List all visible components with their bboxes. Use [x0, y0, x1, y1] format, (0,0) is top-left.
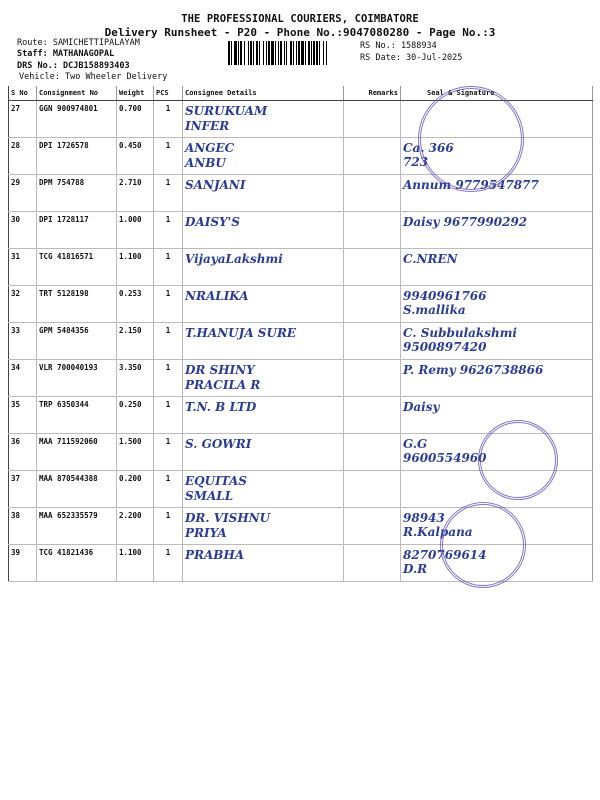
cell-signature: 9940961766 S.mallika [401, 286, 593, 323]
cell-sno: 31 [9, 249, 37, 286]
col-pcs: PCS [154, 86, 183, 101]
cell-sno: 33 [9, 323, 37, 360]
cell-remarks [344, 175, 401, 212]
cell-remarks [344, 397, 401, 434]
cell-consignment-no: DPM 754788 [37, 175, 117, 212]
cell-weight: 1.500 [117, 434, 154, 471]
cell-consignee: DAISY'S [183, 212, 344, 249]
col-remarks: Remarks [344, 86, 401, 101]
cell-pcs: 1 [154, 323, 183, 360]
round-stamp [478, 420, 558, 500]
company-title: THE PROFESSIONAL COURIERS, COIMBATORE [181, 13, 419, 25]
cell-remarks [344, 101, 401, 138]
cell-sno: 36 [9, 434, 37, 471]
cell-remarks [344, 434, 401, 471]
cell-consignment-no: MAA 870544388 [37, 471, 117, 508]
round-stamp [418, 86, 524, 192]
cell-remarks [344, 138, 401, 175]
cell-consignment-no: TCG 41821436 [37, 545, 117, 582]
cell-weight: 1.000 [117, 212, 154, 249]
cell-remarks [344, 471, 401, 508]
cell-weight: 1.100 [117, 249, 154, 286]
col-consignment: Consignment No [37, 86, 117, 101]
cell-consignee: PRABHA [183, 545, 344, 582]
cell-sno: 35 [9, 397, 37, 434]
cell-consignee: S. GOWRI [183, 434, 344, 471]
cell-consignee: VijayaLakshmi [183, 249, 344, 286]
cell-consignment-no: GPM 5484356 [37, 323, 117, 360]
runsheet-subtitle: Delivery Runsheet - P20 - Phone No.:9047080280 - Page No.:3 [104, 26, 496, 39]
cell-sno: 38 [9, 508, 37, 545]
rs-number: RS No.: 1588934 [360, 41, 437, 51]
cell-signature: C.NREN [401, 249, 593, 286]
cell-signature: C. Subbulakshmi 9500897420 [401, 323, 593, 360]
cell-remarks [344, 286, 401, 323]
cell-weight: 3.350 [117, 360, 154, 397]
cell-remarks [344, 323, 401, 360]
cell-pcs: 1 [154, 175, 183, 212]
table-row [9, 175, 593, 212]
cell-consignment-no: TRP 6350344 [37, 397, 117, 434]
cell-consignment-no: VLR 700040193 [37, 360, 117, 397]
staff-label: Staff: MATHANAGOPAL [17, 49, 115, 59]
cell-pcs: 1 [154, 101, 183, 138]
cell-consignment-no: DPI 1726578 [37, 138, 117, 175]
cell-sno: 34 [9, 360, 37, 397]
cell-signature: Daisy 9677990292 [401, 212, 593, 249]
cell-consignment-no: MAA 711592060 [37, 434, 117, 471]
cell-consignee: DR. VISHNU PRIYA [183, 508, 344, 545]
cell-weight: 0.450 [117, 138, 154, 175]
vehicle-label: Vehicle: Two Wheeler Delivery [19, 72, 168, 82]
cell-sno: 32 [9, 286, 37, 323]
cell-pcs: 1 [154, 508, 183, 545]
drs-label: DRS No.: DCJB158893403 [17, 61, 130, 71]
table-row [9, 323, 593, 360]
cell-consignee: ANGEC ANBU [183, 138, 344, 175]
cell-consignee: T.N. B LTD [183, 397, 344, 434]
cell-remarks [344, 360, 401, 397]
col-weight: Weight [117, 86, 154, 101]
rs-date: RS Date: 30-Jul-2025 [360, 53, 463, 63]
cell-remarks [344, 545, 401, 582]
cell-pcs: 1 [154, 397, 183, 434]
cell-weight: 0.250 [117, 397, 154, 434]
cell-pcs: 1 [154, 360, 183, 397]
cell-consignee: SURUKUAM INFER [183, 101, 344, 138]
cell-consignee: DR SHINY PRACILA R [183, 360, 344, 397]
cell-sno: 37 [9, 471, 37, 508]
route-label: Route: SAMICHETTIPALAYAM [17, 38, 140, 48]
cell-signature: P. Remy 9626738866 [401, 360, 593, 397]
cell-weight: 2.710 [117, 175, 154, 212]
cell-consignment-no: GGN 900974801 [37, 101, 117, 138]
col-signature: Seal & Signature [401, 86, 593, 101]
cell-signature: Annum 9779547877 [401, 175, 593, 212]
cell-sno: 30 [9, 212, 37, 249]
col-sno: S No [9, 86, 37, 101]
cell-signature: G.G 9600554960 [401, 434, 593, 471]
table-row [9, 212, 593, 249]
cell-pcs: 1 [154, 545, 183, 582]
table-row [9, 360, 593, 397]
cell-pcs: 1 [154, 471, 183, 508]
cell-sno: 27 [9, 101, 37, 138]
table-row [9, 286, 593, 323]
cell-weight: 2.150 [117, 323, 154, 360]
barcode [228, 41, 354, 65]
cell-weight: 1.100 [117, 545, 154, 582]
cell-consignment-no: DPI 1728117 [37, 212, 117, 249]
cell-consignee: T.HANUJA SURE [183, 323, 344, 360]
cell-weight: 0.200 [117, 471, 154, 508]
cell-remarks [344, 249, 401, 286]
cell-signature: 8270769614 D.R [401, 545, 593, 582]
cell-remarks [344, 508, 401, 545]
cell-weight: 0.700 [117, 101, 154, 138]
cell-remarks [344, 212, 401, 249]
col-consignee: Consignee Details [183, 86, 344, 101]
cell-pcs: 1 [154, 249, 183, 286]
cell-consignee: NRALIKA [183, 286, 344, 323]
table-row [9, 249, 593, 286]
cell-consignment-no: TCG 41816571 [37, 249, 117, 286]
cell-consignee: EQUITAS SMALL [183, 471, 344, 508]
cell-signature: Ca. 366 723 [401, 138, 593, 175]
cell-pcs: 1 [154, 286, 183, 323]
cell-consignee: SANJANI [183, 175, 344, 212]
cell-weight: 2.200 [117, 508, 154, 545]
cell-sno: 39 [9, 545, 37, 582]
cell-pcs: 1 [154, 212, 183, 249]
round-stamp [440, 502, 526, 588]
cell-consignment-no: MAA 652335579 [37, 508, 117, 545]
cell-consignment-no: TRT 5128198 [37, 286, 117, 323]
cell-signature: 98943 R.Kalpana [401, 508, 593, 545]
cell-sno: 29 [9, 175, 37, 212]
cell-weight: 0.253 [117, 286, 154, 323]
cell-pcs: 1 [154, 434, 183, 471]
cell-pcs: 1 [154, 138, 183, 175]
cell-sno: 28 [9, 138, 37, 175]
cell-signature: Daisy [401, 397, 593, 434]
